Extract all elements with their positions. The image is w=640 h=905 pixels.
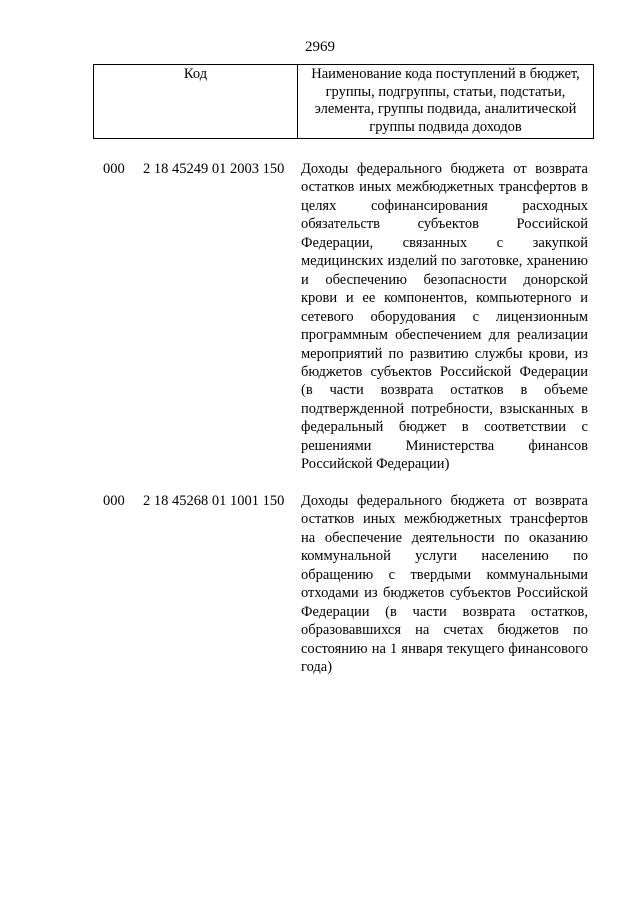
table-header [93,64,594,139]
revenue-code: 2 18 45268 01 1001 150 [143,493,285,509]
revenue-name: Доходы федерального бюджета от возврата остатков иных межбюджетных трансфертов в целях софинансирования расходных обязательств субъектов Российской Федерации, связанных с закупкой медицинских изделий по заготовке, хранению и обеспечению безопасности донорской крови и ее компонентов, компьютерного и сетевого оборудования с лицензионным программным обеспечением для реализации мероприятий по развитию службы крови, из бюджетов субъектов Российской Федерации (в части возврата остатков в объеме подтвержденной потребности, взысканных в федеральный бюджет в соответствии с решениями Министерства финансов Российской Федерации) [301,161,588,473]
admin-code: 000 [103,161,125,177]
admin-code: 000 [103,493,125,509]
header-code-column: Код [94,65,298,139]
revenue-code: 2 18 45249 01 2003 150 [143,161,285,177]
header-name-column: Наименование кода поступлений в бюджет, группы, подгруппы, статьи, подстатьи, элемента, группы подвида, аналитической группы подвида доходов [298,65,594,139]
revenue-name: Доходы федерального бюджета от возврата остатков иных межбюджетных трансфертов на обеспечение деятельности по оказанию коммунальной услуги населению по обращению с твердыми коммунальными отходами из бюджетов субъектов Российской Федерации (в части возврата остатков, образовавшихся на счетах бюджетов по состоянию на 1 января текущего финансового года) [301,493,588,676]
page-number: 2969 [305,39,335,55]
